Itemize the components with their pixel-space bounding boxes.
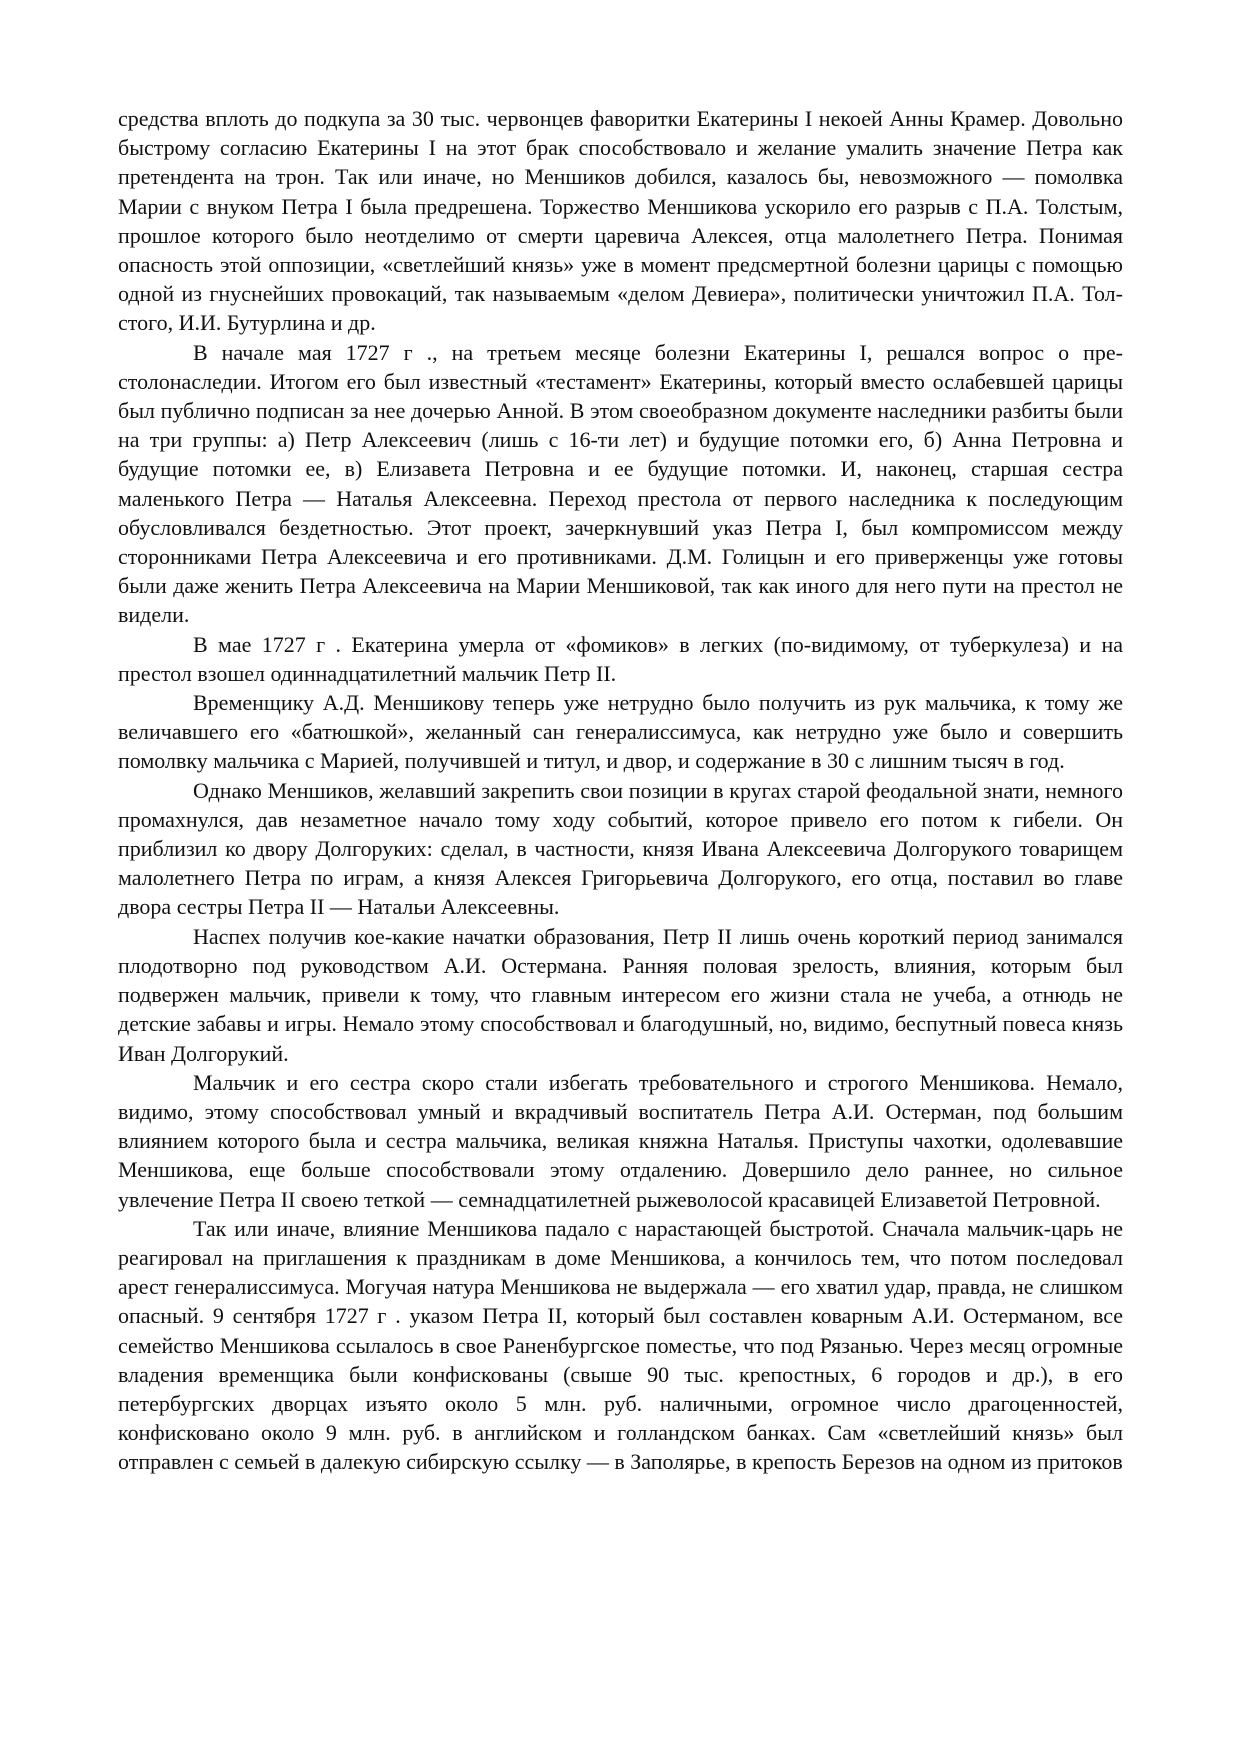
paragraph-8: Так или иначе, влияние Меншикова падало с нарастающей быстротой. Сначала мальчик-царь не реагировал на приглашения к праздникам в доме Меншикова, а кончилось тем, что потом последовал арест генералиссимуса. Могучая натура Меншикова не выдержала — его хватил удар, правда, не слишком опасный. 9 сентября 1727 г . указом Петра II, который был составлен коварным А.И. Остерманом, все семейство Меншикова ссылалось в свое Раненбургское поместье, что под Рязанью. Через месяц огромные владения временщика были конфискованы (свыше 90 тыс. крепостных, 6 городов и др.), в его петербургских дворцах изъято около 5 млн. руб. наличными, огромное число драгоценностей, конфисковано около 9 млн. руб. в английском и голландском банках. Сам «светлейший князь» был отправлен с семьей в далекую сибирскую ссылку — в Заполярье, в крепость Березов на одном из притоков: [118, 1215, 1123, 1475]
paragraph-3: В мае 1727 г . Екатерина умерла от «фомиков» в легких (по-видимому, от туберкулеза) и на престол взошел одиннадцатилетний мальчик Петр II.: [118, 631, 1123, 686]
paragraph-1: средства вплоть до подкупа за 30 тыс. червонцев фаворитки Екатерины I некоей Анны Крамер. Довольно быстрому согласию Екатерины I на этот брак способствовало и желание умалить значение Петра как претендента на трон. Так или иначе, но Меншиков добился, казалось бы, невозможного — помолвка Марии с внуком Петра I была предрешена. Торжество Меншикова ускорило его разрыв с П.А. Толстым, прошлое которого было неотделимо от смерти царевича Алексея, отца малолетнего Петра. Понимая опасность этой оппозиции, «светлейший князь» уже в момент предсмертной болезни царицы с помощью одной из гнуснейших провокаций, так называемым «делом Девиера», политически уничтожил П.А. Толстого, И.И. Бутурлина и др.: [118, 106, 1123, 336]
paragraph-6: Наспех получив кое-какие начатки образования, Петр II лишь очень короткий период занимался плодотворно под руководством А.И. Остермана. Ранняя половая зрелость, влияния, которым был подвержен мальчик, привели к тому, что главным интересом его жизни стала не учеба, а отнюдь не детские забавы и игры. Немало этому способствовал и благодушный, но, видимо, беспутный повеса князь Иван Долгорукий.: [118, 923, 1123, 1066]
paragraph-5: Однако Меншиков, желавший закрепить свои позиции в кругах старой феодальной знати, немного промахнулся, дав незаметное начало тому ходу событий, которое привело его потом к гибели. Он приблизил ко двору Долгоруких: сделал, в частности, князя Ивана Алексеевича Долгорукого товарищем малолетнего Петра по играм, а князя Алексея Григорьевича Долгорукого, его отца, поставил во главе двора сестры Петра II — Натальи Алексеевны.: [118, 777, 1123, 920]
document-page: [118, 104, 1123, 1477]
paragraph-2: В начале мая 1727 г ., на третьем месяце болезни Екатерины I, решался вопрос о престолонаследии. Итогом его был известный «тестамент» Екатерины, который вместо ослабевшей царицы был публично подписан за нее дочерью Анной. В этом своеобразном документе наследники разбиты были на три группы: а) Петр Алексеевич (лишь с 16-ти лет) и будущие потомки его, б) Анна Петровна и будущие потомки ее, в) Елизавета Петровна и ее будущие потомки. И, наконец, старшая сестра маленького Петра — Наталья Алексеевна. Переход престола от первого наследника к последующим обусловливался бездетностью. Этот проект, зачеркнувший указ Петра I, был компромиссом между сторонниками Петра Алексеевича и его противниками. Д.М. Голицын и его приверженцы уже готовы были даже женить Петра Алексеевича на Марии Меншиковой, так как иного для него пути на престол не видели.: [118, 339, 1123, 628]
paragraph-7: Мальчик и его сестра скоро стали избегать требовательного и строгого Меншикова. Немало, видимо, этому способствовал умный и вкрадчивый воспитатель Петра А.И. Остерман, под большим влиянием которого была и сестра мальчика, великая княжна Наталья. Приступы чахотки, одолевавшие Меншикова, еще больше способствовали этому отдалению. Довершило дело раннее, но сильное увлечение Петра II своею теткой — семнадцатилетней рыжеволосой красавицей Елизаветой Петровной.: [118, 1069, 1123, 1212]
paragraph-4: Временщику А.Д. Меншикову теперь уже нетрудно было получить из рук мальчика, к тому же величавшего его «батюшкой», желанный сан генералиссимуса, как нетрудно уже было и совершить помолвку мальчика с Марией, получившей и титул, и двор, и содержание в 30 с лишним тысяч в год.: [118, 690, 1123, 774]
